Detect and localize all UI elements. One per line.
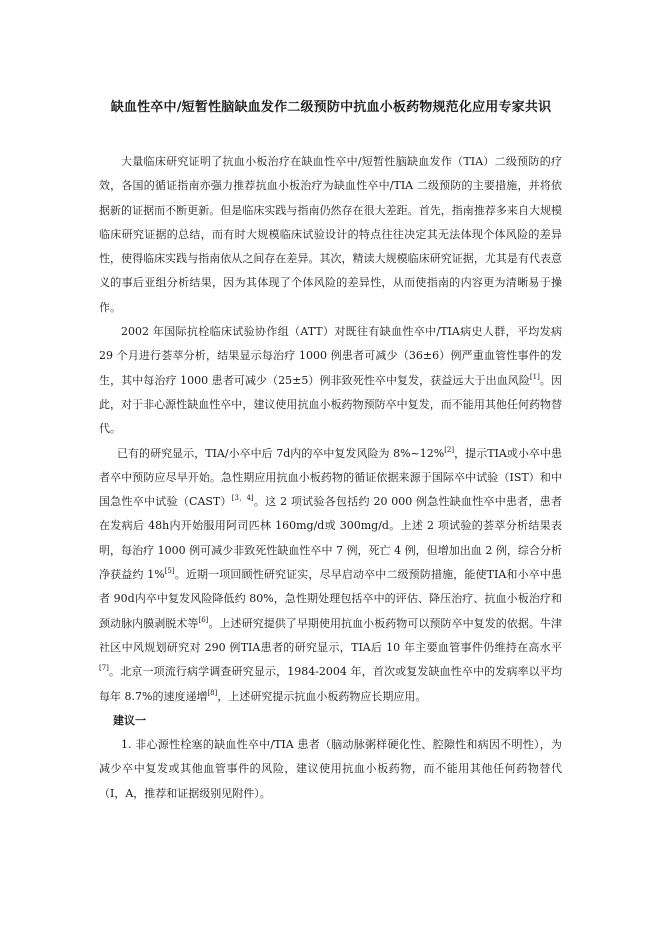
document-title: 缺血性卒中/短暂性脑缺血发作二级预防中抗血小板药物规范化应用专家共识 — [110, 100, 552, 115]
citation-ref: [3，4] — [231, 494, 254, 503]
paragraph-text: 。近期一项回顾性研究证实，尽早启动卒中二级预防措施，能使TIA和小卒中患者 90d内卒中复发风险降低约 80%，急性期处理包括卒中的评估、降压治疗、抗血小板治疗和颈动脉内膜剥脱术等 — [99, 568, 562, 630]
citation-ref: [8] — [207, 688, 218, 697]
recommendation-item: 1. 非心源性栓塞的缺血性卒中/TIA 患者（脑动脉粥样硬化性、腔隙性和病因不明性），为减少卒中复发或其他血管事件的风险，建议使用抗血小板药物，而不能用其他任何药物替代（Ⅰ，A，推荐和证据级别见附件）。 — [99, 738, 562, 800]
document-body — [99, 150, 562, 806]
paragraph-text: ，提示TIA或小卒中患者卒中预防应尽早开始。急性期应用抗血小板药物的循证依据来源于国际卒中试验（IST）和中国急性卒中试验（CAST） — [99, 446, 562, 509]
paragraph-text: 。上述研究提供了早期使用抗血小板药物可以预防卒中复发的依据。牛津社区中风规划研究对 290 例TIA患者的研究显示，TIA后 10 年主要血管事件仍维持在高水平 — [99, 616, 563, 654]
citation-ref: [5] — [164, 567, 175, 576]
paragraph-text: 2002 年国际抗栓临床试验协作组（ATT）对既往有缺血性卒中/TIA病史人群，平均发病 29 个月进行荟萃分析，结果显示每治疗 1000 例患者可减少（36±6）例严重血管性事件的发生，其中每治疗 1000 患者可减少（25±5）例非致死性卒中复发，获益远大于出血风险 — [99, 325, 562, 387]
citation-ref: [1] — [529, 372, 540, 381]
paragraph-intro: 大量临床研究证明了抗血小板治疗在缺血性卒中/短暂性脑缺血发作（TIA）二级预防的疗效，各国的循证指南亦强力推荐抗血小板治疗为缺血性卒中/TIA 二级预防的主要措施，并将依据新的证据而不断更新。但是临床实践与指南仍然存在很大差距。首先，指南推荐多来自大规模临床研究证据的总结，而有时大规模临床试验设计的特点往往决定其无法体现个体风险的差异性，使得临床实践与指南依从之间存在差异。其次，精读大规模临床研究证据，尤其是有代表意义的事后亚组分析结果，因为其体现了个体风险的差异性，从而使指南的内容更为清晰易于操作。 — [99, 155, 562, 314]
citation-ref: [7] — [99, 664, 109, 673]
paragraph-early-prevention — [99, 442, 562, 709]
paragraph-text: 已有的研究显示，TIA/小卒中后 7d内的卒中复发风险为 8%~12% — [117, 446, 445, 460]
paragraph-att-analysis — [99, 320, 562, 441]
paragraph-text: ，上述研究提示抗血小板药物应长期应用。 — [217, 689, 427, 703]
paragraph-text: 。北京一项流行病学调查研究显示，1984-2004 年，首次或复发缺血性卒中的发病率以平均每年 8.7%的速度递增 — [99, 665, 562, 703]
citation-ref: [2] — [444, 445, 455, 454]
citation-ref: [6] — [198, 615, 209, 624]
paragraph-text: 。因此，对于非心源性缺血性卒中，建议使用抗血小板药物预防卒中复发，而不能用其他任何药物替代。 — [99, 373, 562, 436]
section-heading: 建议一 — [113, 713, 146, 727]
paragraph-text: 。这 2 项试验各包括约 20 000 例急性缺血性卒中患者，患者在发病后 48h内开始服用阿司匹林 160mg/d或 300mg/d。上述 2 项试验的荟萃分析结果表明，每治疗 1000 例可减少非致死性缺血性卒中 7 例，死亡 4 例，但增加出血 2 例，综合分析净获益约 1% — [99, 495, 563, 582]
